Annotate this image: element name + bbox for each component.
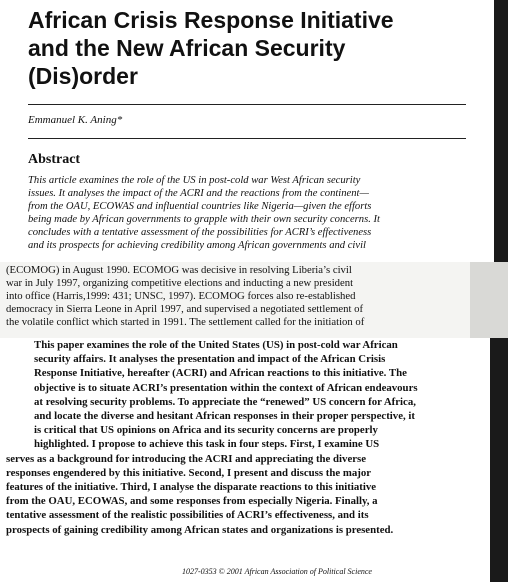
abstract-line: concludes with a tentative assessment of the possibilities for ACRI’s effectiveness [28,227,372,238]
fragment-line: war in July 1997, organizing competitive elections and inducting a new president [6,277,354,289]
intro-line: objective is to situate ACRI’s presentation within the context of African endeavours [34,381,418,394]
scan-edge-shadow-lower [490,338,508,582]
intro-line: prospects of gaining credibility among African states and organizations is presented. [6,523,394,536]
abstract-line: being made by African governments to grapple with their own security concerns. It [28,214,380,225]
title-line: and the New African Security [28,35,346,61]
abstract-line: issues. It analyses the impact of the ACRI and the reactions from the continent— [28,188,369,199]
abstract-heading: Abstract [28,152,81,167]
intro-line: responses engendered by this initiative. Second, I present and discuss the major [6,466,372,479]
intro-line: serves as a background for introducing the ACRI and appreciating the diverse [6,452,367,465]
intro-line: features of the initiative. Third, I analyse the disparate reactions to this initiative [6,481,377,494]
title-line: (Dis)order [28,63,138,89]
intro-line: Response Initiative, hereafter (ACRI) and African reactions to this initiative. The [34,367,407,380]
intro-line: at resolving security problems. To appreciate the “renewed” US concern for Africa, [34,395,416,408]
fragment-line: the volatile conflict which started in 1991. The settlement called for the initiation of [6,316,365,328]
pasted-fragment-introduction [0,338,490,582]
abstract-line: and its prospects for achieving credibility among African governments and civil [28,240,366,251]
intro-line: is critical that US opinions on Africa and its security concerns are properly [34,424,378,437]
abstract-text [28,174,470,252]
author-divider [28,138,466,139]
scan-margin [470,262,508,338]
title-divider [28,104,466,105]
fragment-line: into office (Harris,1999: 431; UNSC, 1997). ECOMOG forces also re-established [6,290,356,302]
intro-line: and locate the diverse and hesitant African responses in their proper perspective, it [34,410,415,423]
abstract-line: from the OAU, ECOWAS and influential countries like Nigeria—given the efforts [28,201,372,212]
abstract-line: This article examines the role of the US in post-cold war West African security [28,175,361,186]
fragment-line: (ECOMOG) in August 1990. ECOMOG was decisive in resolving Liberia’s civil [6,264,352,276]
author-name: Emmanuel K. Aning* [28,114,123,126]
copyright-footer: 1027-0353 © 2001 African Association of Political Science [182,567,372,576]
intro-line: security affairs. It analyses the presentation and impact of the African Crisis [34,353,386,366]
fragment-line: democracy in Sierra Leone in April 1997, and supervised a negotiated settlement of [6,303,364,315]
title-line: African Crisis Response Initiative [28,7,394,33]
intro-line: This paper examines the role of the United States (US) in post-cold war African [34,339,398,351]
intro-line: from the OAU, ECOWAS, and some responses from especially Nigeria. Finally, a [6,495,378,508]
scan-edge-shadow [494,0,508,262]
intro-line: tentative assessment of the realistic possibilities of ACRI’s effectiveness, and its [6,509,369,522]
pasted-fragment-ecomog [0,262,470,338]
intro-line: highlighted. I propose to achieve this task in four steps. First, I examine US [34,438,380,451]
article-title [28,6,478,90]
